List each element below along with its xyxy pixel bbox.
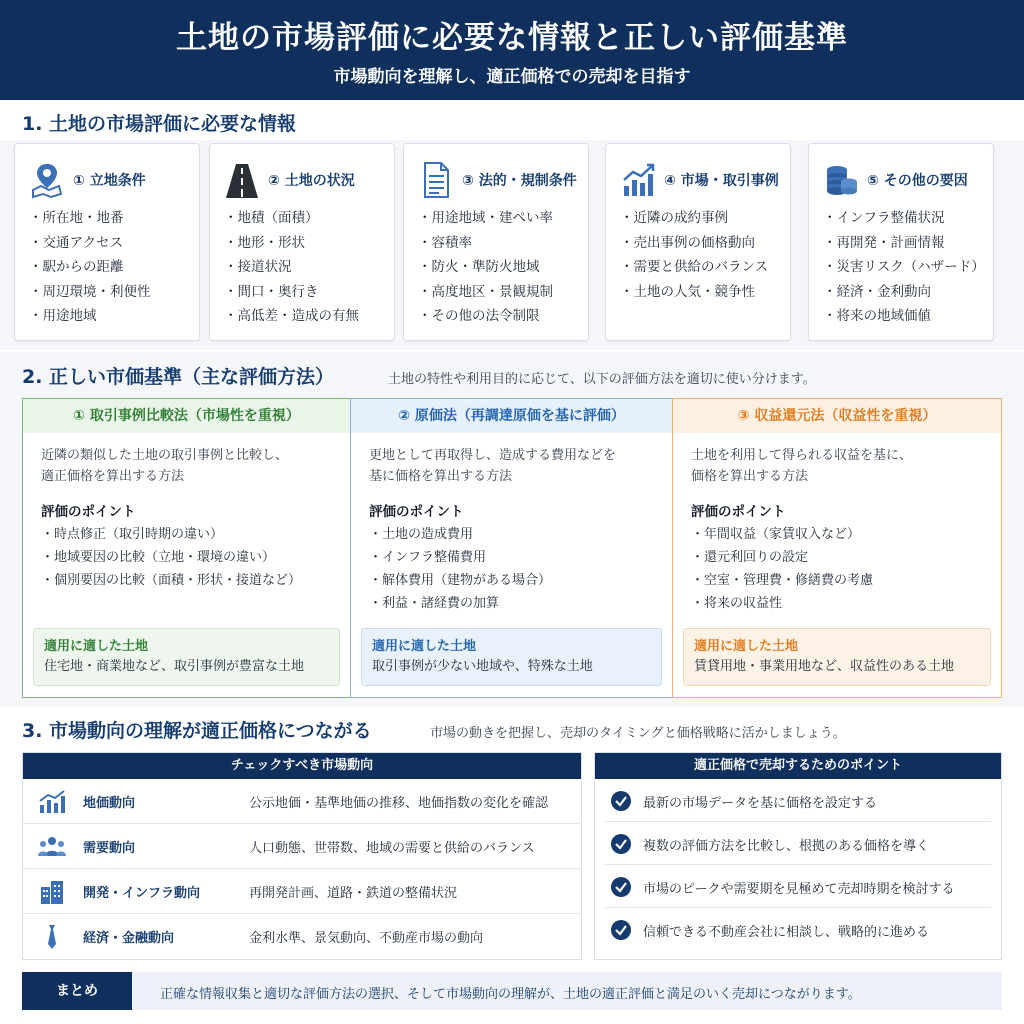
summary-text: 正確な情報収集と適切な評価方法の選択、そして市場動向の理解が、土地の適正評価と満足のいく売却につながります。 xyxy=(160,987,861,1002)
info-card-market xyxy=(605,143,791,341)
table-row xyxy=(23,914,581,959)
section3-description: 市場の動きを把握し、売却のタイミングと価格戦略に活かしましょう。 xyxy=(430,726,846,741)
card-title: ② 土地の状況 xyxy=(268,173,355,189)
points-heading: 評価のポイント xyxy=(691,504,786,520)
trend-name: 経済・金融動向 xyxy=(83,931,175,946)
info-card-location xyxy=(14,143,200,341)
list-item: ・ 還元利回りの設定 xyxy=(691,546,873,569)
method-title: ③ 収益還元法（収益性を重視） xyxy=(673,399,1001,433)
list-item: ・ 売出事例の価格動向 xyxy=(620,231,768,256)
list-item xyxy=(605,822,991,865)
section2-title: 2. 正しい市価基準（主な評価方法） xyxy=(22,366,335,388)
card-list xyxy=(418,206,553,329)
points-heading: 評価のポイント xyxy=(41,504,136,520)
info-card-legal xyxy=(403,143,589,341)
list-item: ・ 防火・準防火地域 xyxy=(418,255,553,280)
method-description-line: 更地として再取得し、造成する費用などを xyxy=(369,448,617,463)
points-list xyxy=(369,523,551,615)
suitable-land-text: 取引事例が少ない地域や、特殊な土地 xyxy=(372,659,593,674)
list-item: ・ 地積（面積） xyxy=(224,206,359,231)
method-description xyxy=(41,445,288,487)
card-title: ⑤ その他の要因 xyxy=(867,173,968,189)
suitable-land-box xyxy=(361,628,662,686)
card-title: ① 立地条件 xyxy=(73,173,146,189)
point-text: 信頼できる不動産会社に相談し、戦略的に進める xyxy=(643,925,930,940)
summary-label: まとめ xyxy=(22,972,132,1010)
trend-value: 金利水準、景気動向、不動産市場の動向 xyxy=(249,931,484,946)
method-cost-approach xyxy=(350,398,673,698)
list-item: ・ 空室・管理費・修繕費の考慮 xyxy=(691,569,873,592)
road-icon xyxy=(222,160,262,200)
card-list xyxy=(29,206,151,329)
table-header: チェックすべき市場動向 xyxy=(23,753,581,779)
card-title: ④ 市場・取引事例 xyxy=(664,173,779,189)
point-text: 最新の市場データを基に価格を設定する xyxy=(643,796,878,811)
list-item xyxy=(605,908,991,951)
page-header xyxy=(0,0,1024,100)
trend-name: 地価動向 xyxy=(83,796,136,811)
fair-price-points xyxy=(594,752,1002,960)
points-list xyxy=(691,523,873,615)
bar-chart-icon xyxy=(618,160,658,200)
method-description-line: 適正価格を算出する方法 xyxy=(41,469,185,484)
trend-value: 人口動態、世帯数、地域の需要と供給のバランス xyxy=(249,841,535,856)
section1-title: 1. 土地の市場評価に必要な情報 xyxy=(22,113,297,135)
list-item: ・ 災害リスク（ハザード） xyxy=(823,255,985,280)
map-pin-icon xyxy=(27,160,67,200)
list-item: ・ 周辺環境・利便性 xyxy=(29,280,151,305)
list-item xyxy=(605,865,991,908)
method-income-approach xyxy=(672,398,1002,698)
people-icon xyxy=(37,834,67,860)
list-item: ・ 地域要因の比較（立地・環境の違い） xyxy=(41,546,301,569)
buildings-icon xyxy=(37,879,67,905)
card-list xyxy=(224,206,359,329)
points-list xyxy=(41,523,301,592)
info-card-land-condition xyxy=(209,143,395,341)
list-item: ・ 用途地域 xyxy=(29,304,151,329)
list-item: ・ 解体費用（建物がある場合） xyxy=(369,569,551,592)
suitable-land-box xyxy=(33,628,340,686)
card-list xyxy=(823,206,985,329)
list-item: ・ 地形・形状 xyxy=(224,231,359,256)
chart-icon xyxy=(37,789,67,815)
method-description-line: 価格を算出する方法 xyxy=(691,469,809,484)
points-heading: 評価のポイント xyxy=(369,504,464,520)
point-text: 市場のピークや需要期を見極めて売却時期を検討する xyxy=(643,882,955,897)
list-item: ・ 需要と供給のバランス xyxy=(620,255,768,280)
trend-value: 再開発計画、道路・鉄道の整備状況 xyxy=(249,886,458,901)
list-item: ・ 将来の収益性 xyxy=(691,592,873,615)
list-item: ・ 高低差・造成の有無 xyxy=(224,304,359,329)
point-text: 複数の評価方法を比較し、根拠のある価格を導く xyxy=(643,839,930,854)
list-item: ・ 用途地域・建ぺい率 xyxy=(418,206,553,231)
tie-icon xyxy=(37,924,67,950)
table-row xyxy=(23,869,581,914)
card-title: ③ 法的・規制条件 xyxy=(462,173,577,189)
page-subtitle: 市場動向を理解し、適正価格での売却を目指す xyxy=(333,67,691,87)
section2-description: 土地の特性や利用目的に応じて、以下の評価方法を適切に使い分けます。 xyxy=(388,372,816,387)
method-title: ② 原価法（再調達原価を基に評価） xyxy=(351,399,672,433)
list-item: ・ インフラ整備状況 xyxy=(823,206,985,231)
method-sales-comparison xyxy=(22,398,351,698)
list-item: ・ 年間収益（家賃収入など） xyxy=(691,523,873,546)
list-item xyxy=(605,779,991,822)
method-description xyxy=(369,445,616,487)
list-item: ・ 再開発・計画情報 xyxy=(823,231,985,256)
document-icon xyxy=(416,160,456,200)
list-item: ・ 土地の人気・競争性 xyxy=(620,280,768,305)
list-item: ・ 個別要因の比較（面積・形状・接道など） xyxy=(41,569,301,592)
check-circle-icon xyxy=(611,920,631,940)
coins-icon xyxy=(821,160,861,200)
method-description-line: 基に価格を算出する方法 xyxy=(369,469,513,484)
list-item: ・ 接道状況 xyxy=(224,255,359,280)
trend-name: 開発・インフラ動向 xyxy=(83,886,201,901)
list-item: ・ 高度地区・景観規制 xyxy=(418,280,553,305)
method-description-line: 近隣の類似した土地の取引事例と比較し、 xyxy=(41,448,289,463)
list-item: ・ 時点修正（取引時期の違い） xyxy=(41,523,301,546)
suitable-land-box xyxy=(683,628,991,686)
check-circle-icon xyxy=(611,877,631,897)
page-title: 土地の市場評価に必要な情報と正しい評価基準 xyxy=(176,20,848,56)
method-description-line: 土地を利用して得られる収益を基に、 xyxy=(691,448,913,463)
method-title: ① 取引事例比較法（市場性を重視） xyxy=(23,399,350,433)
list-item: ・ 容積率 xyxy=(418,231,553,256)
list-item: ・ 駅からの距離 xyxy=(29,255,151,280)
suitable-land-text: 住宅地・商業地など、取引事例が豊富な土地 xyxy=(44,659,305,674)
info-card-other xyxy=(808,143,994,341)
list-item: ・ 間口・奥行き xyxy=(224,280,359,305)
suitable-land-title: 適用に適した土地 xyxy=(372,639,477,654)
suitable-land-title: 適用に適した土地 xyxy=(44,639,149,654)
section3-title: 3. 市場動向の理解が適正価格につながる xyxy=(22,720,372,742)
check-circle-icon xyxy=(611,834,631,854)
list-item: ・ 利益・諸経費の加算 xyxy=(369,592,551,615)
suitable-land-title: 適用に適した土地 xyxy=(694,639,799,654)
table-row xyxy=(23,824,581,869)
list-item: ・ その他の法令制限 xyxy=(418,304,553,329)
points-header: 適正価格で売却するためのポイント xyxy=(595,753,1001,779)
table-row xyxy=(23,779,581,824)
summary-bar xyxy=(22,972,1002,1010)
list-item: ・ インフラ整備費用 xyxy=(369,546,551,569)
check-circle-icon xyxy=(611,791,631,811)
trend-value: 公示地価・基準地価の推移、地価指数の変化を確認 xyxy=(249,796,549,811)
method-description xyxy=(691,445,912,487)
card-list xyxy=(620,206,768,304)
trend-name: 需要動向 xyxy=(83,841,136,856)
list-item: ・ 土地の造成費用 xyxy=(369,523,551,546)
market-trends-table xyxy=(22,752,582,960)
list-item: ・ 交通アクセス xyxy=(29,231,151,256)
suitable-land-text: 賃貸用地・事業用地など、収益性のある土地 xyxy=(694,659,955,674)
list-item: ・ 将来の地域価値 xyxy=(823,304,985,329)
list-item: ・ 所在地・地番 xyxy=(29,206,151,231)
list-item: ・ 経済・金利動向 xyxy=(823,280,985,305)
list-item: ・ 近隣の成約事例 xyxy=(620,206,768,231)
